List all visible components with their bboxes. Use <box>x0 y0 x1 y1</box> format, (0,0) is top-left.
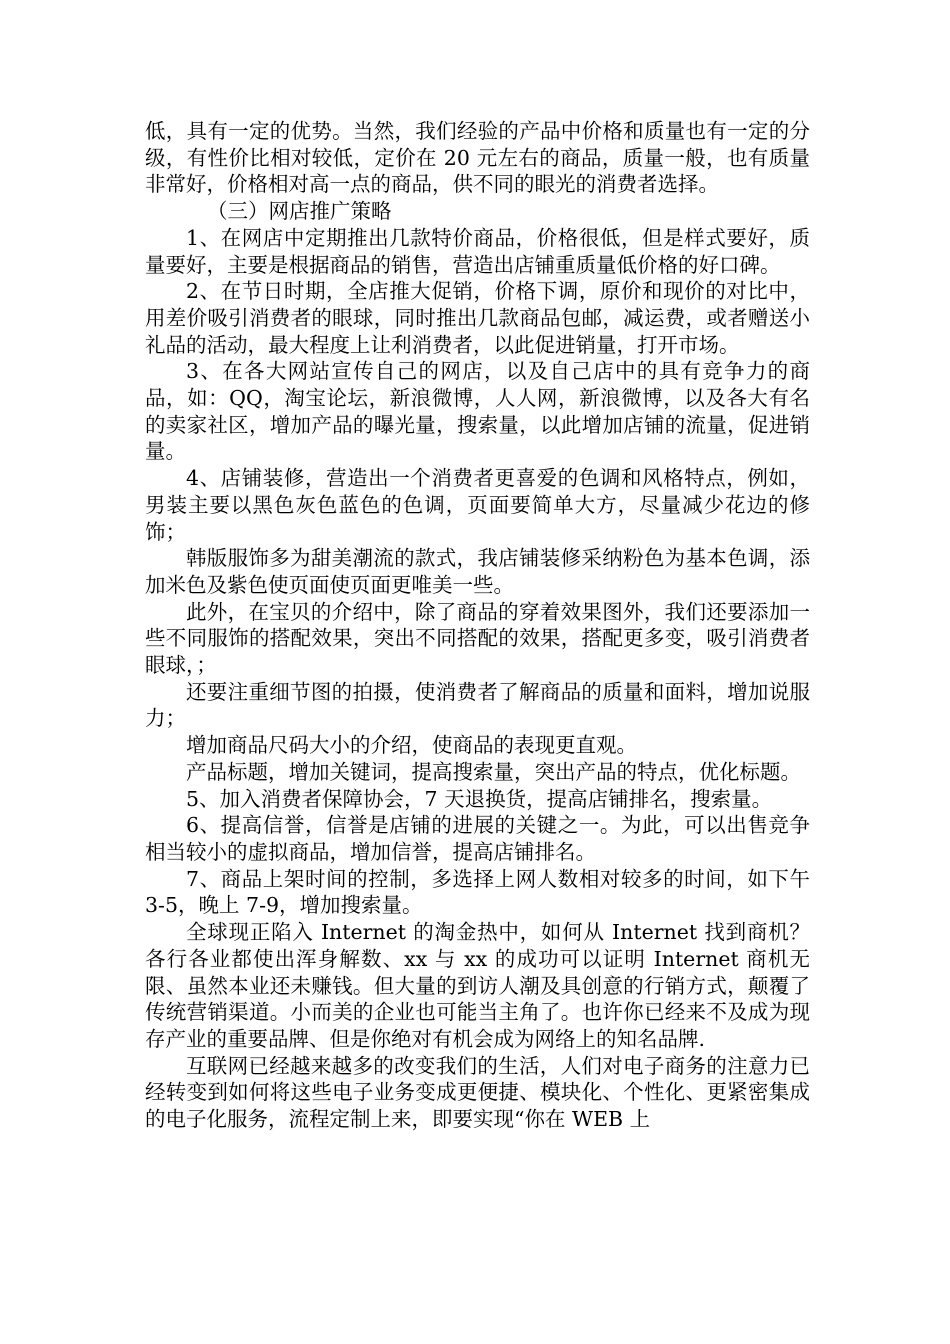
paragraph-product-title: 产品标题，增加关键词，提高搜索量，突出产品的特点，优化标题。 <box>186 759 801 784</box>
paragraph-detail-photos: 还要注重细节图的拍摄，使消费者了解商品的质量和面料，增加说服力； <box>145 679 810 731</box>
paragraph-matching-effects: 此外，在宝贝的介绍中，除了商品的穿着效果图外，我们还要添加一些不同服饰的搭配效果，突出不同搭配的效果，搭配更多变，吸引消费者眼球，； <box>145 599 810 678</box>
paragraph-size-intro: 增加商品尺码大小的介绍，使商品的表现更直观。 <box>186 733 637 758</box>
paragraph-item-1: 1、在网店中定期推出几款特价商品，价格很低，但是样式要好，质量要好，主要是根据商品的销售，营造出店铺重质量低价格的好口碑。 <box>145 225 810 277</box>
paragraph-item-4: 4、店铺装修，营造出一个消费者更喜爱的色调和风格特点，例如，男装主要以黑色灰色蓝色的色调，页面要简单大方，尽量减少花边的修饰； <box>145 466 810 544</box>
paragraph-internet-gold-rush: 全球现正陷入 Internet 的淘金热中，如何从 Internet 找到商机？各行各业都使出浑身解数、xx 与 xx 的成功可以证明 Internet 商机无限、虽然本业还未赚钱。但大量的到访人潮及具创意的行销方式，颠覆了传统营销渠道。小而美的企业也可能当主角了。也许你已经来不及成为现存产业的重要品牌、但是你绝对有机会成为网络上的知名品牌. <box>145 920 810 1051</box>
section-heading-promotion-strategy: （三）网店推广策略 <box>207 199 392 224</box>
paragraph-item-2: 2、在节日时期，全店推大促销，价格下调，原价和现价的对比中，用差价吸引消费者的眼球，同时推出几款商品包邮，减运费，或者赠送小礼品的活动，最大程度上让利消费者，以此促进销量，打开市场。 <box>145 279 810 357</box>
paragraph-internet-life: 互联网已经越来越多的改变我们的生活，人们对电子商务的注意力已经转变到如何将这些电子业务变成更便捷、模块化、个性化、更紧密集成的电子化服务，流程定制上来，即要实现“你在 WEB 上 <box>145 1053 810 1132</box>
paragraph-item-3: 3、在各大网站宣传自己的网店，以及自己店中的具有竞争力的商品，如：QQ，淘宝论坛，新浪微博，人人网，新浪微博，以及各大有名的卖家社区，增加产品的曝光量，搜索量，以此增加店铺的流量，促进销量。 <box>145 359 810 464</box>
document-body <box>145 118 810 1133</box>
paragraph-item-5: 5、加入消费者保障协会，7 天退换货，提高店铺排名，搜索量。 <box>186 786 773 811</box>
paragraph-item-7: 7、商品上架时间的控制，多选择上网人数相对较多的时间，如下午 3-5，晚上 7-9，增加搜索量。 <box>145 866 810 918</box>
paragraph-item-6: 6、提高信誉，信誉是店铺的进展的关键之一。为此，可以出售竞争相当较小的虚拟商品，增加信誉，提高店铺排名。 <box>145 813 810 864</box>
paragraph-korean-style: 韩版服饰多为甜美潮流的款式，我店铺装修采纳粉色为基本色调，添加米色及紫色使页面使页面更唯美一些。 <box>145 546 810 597</box>
paragraph-price-quality: 低，具有一定的优势。当然，我们经验的产品中价格和质量也有一定的分级，有性价比相对较低，定价在 20 元左右的商品，质量一般，也有质量非常好，价格相对高一点的商品，供不同的眼光的消费者选择。 <box>145 119 810 197</box>
